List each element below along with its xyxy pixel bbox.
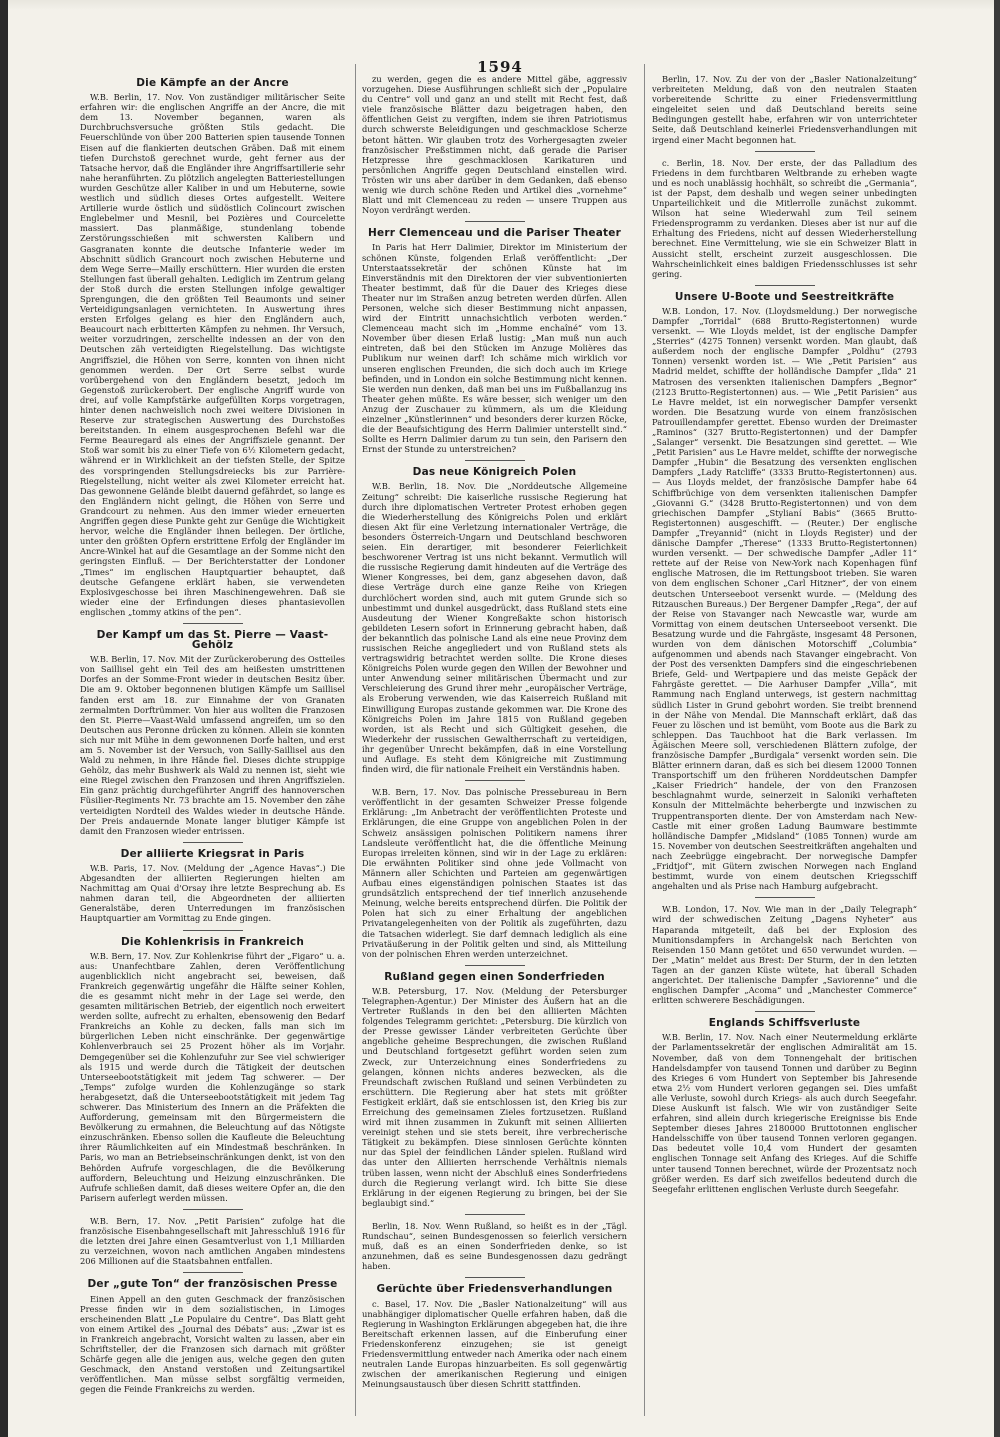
article-headline: Die Kohlenkrisis in Frankreich: [121, 935, 304, 948]
article-divider: [465, 1214, 525, 1215]
article-headline: Unsere U-Boote und Seestreitkräfte: [674, 290, 895, 303]
column-right: [652, 74, 917, 1414]
article-divider: [183, 1272, 243, 1273]
news-article: [80, 937, 345, 1203]
article-body: W.B. Petersburg, 17. Nov. (Meldung der Petersburger Telegraphen-Agentur.) Der Minister des Äußern hat an die Vertreter Rußlands in den bei den alliierten Mächten folgendes Telegramm gerichtet: „Petersburg. Die kürzlich von der Presse gewisser Länder verbreiteten Gerüchte über angebliche geheime Besprechungen, die zwischen Rußland und Deutschland fortgesetzt geführt worden seien zum Zweck, zur Unterzeichnung eines Sonderfriedens zu gelangen, können nichts anderes bezwecken, als die Freundschaft zwischen Rußland und seinen Verbündeten zu erschüttern. Die Regierung aber hat stets mit größter Festigkeit erklärt, daß sie entschlossen ist, den Krieg bis zur Erreichung des gemeinsamen Zieles fortzusetzen. Rußland wird mit ihnen zusammen in Zukunft mit seinen Alliierten vereinigt stehen und sie stets bereit, ihre verbrecherische Tätigkeit zu bekämpfen. Diese sinnlosen Gerüchte könnten nur das Spiel der feindlichen Länder spielen. Rußland wird das unter den Alliierten herrschende Verhältnis niemals trüben lassen, wenn nicht der Abschluß eines Sonderfriedens durch die Regierung verlangt wird. Ich bitte Sie diese Erklärung in der eigenen Regierung zu bringen, bei der Sie beglaubigt sind.“: [362, 985, 627, 1208]
article-body: In Paris hat Herr Dalimier, Direktor im Ministerium der schönen Künste, folgenden Erlaß veröffentlicht: „Der Unterstaatssekretär der schönen Künste hat im Einverständnis mit den Direktoren der vier subventionierten Theater bestimmt, daß für die Dauer des Krieges diese Theater nur im Straßen anzug betreten werden dürfen. Allen Personen, welche sich dieser Bestimmung nicht anpassen, wird der Eintritt unnachsichtlich verboten werden.“ Clemenceau macht sich im „Homme enchaîné“ vom 13. November über diesen Erlaß lustig: „Man muß nun auch eintreten, daß bei den Stücken im Anzuge Molières das Publikum nur weinen darf! Ich schäme mich wirklich vor unseren englischen Freunden, die sich doch auch im Kriege befinden, und in London ein solche Bestimmung nicht kennen. Sie werden nun denken, daß man bei uns im Fußballanzug ins Theater gehen müßte. Es wäre besser, sich weniger um den Anzug der Zuschauer zu kümmern, als um die Kleidung einzelner „Künstlerinnen“ und besonders derer kurzen Röcke, die der Beaufsichtigung des Herrn Dalimier unterstellt sind.“ Sollte es Herrn Dalimier darum zu tun sein, den Parisern den Ernst der Stunde zu unterstreichen?: [362, 242, 627, 455]
article-divider: [755, 897, 815, 898]
column-rule: [644, 64, 645, 1416]
news-article: [652, 1018, 917, 1194]
article-divider: [465, 460, 525, 461]
article-headline: Die Kämpfe an der Ancre: [136, 77, 289, 89]
article-headline: Der Kampf um das St. Pierre — Vaast-Gehölz: [96, 628, 329, 652]
news-article: [362, 1221, 627, 1271]
article-body: c. Berlin, 18. Nov. Der erste, der das Palladium des Friedens in dem furchtbaren Weltbrande zu erheben wagte und es noch unablässig hochhält, so schreibt die „Germania“, ist der Papst, dem deshalb und wegen seiner unbedingten Unparteilichkeit und die Mitlerrolle zunächst zukommt. Wilson hat seine Wiederwahl zum Teil seinem Friedensprogramm zu verdanken. Dieses aber ist nur auf die Erhaltung des Friedens, nicht auf dessen Wiederherstellung berechnet. Eine Vermittelung, wie sie ein Schweizer Blatt in Aussicht stellt, erscheint zurzeit ausgeschlossen. Die Wahrscheinlichkeit eines baldigen Friedensschlusses ist sehr gering.: [652, 157, 917, 279]
column-rule: [355, 64, 356, 1416]
news-article: [652, 292, 917, 892]
article-body: Einen Appell an den guten Geschmack der französischen Presse finden wir in dem sozialistischen, in Limoges erscheinenden Blatt „Le Populaire du Centre“. Das Blatt geht von einem Artikel des „Journal des Débats“ aus: „Zwar ist es in Frankreich angebracht, Vorsicht walten zu lassen, aber ein Schriftsteller, der die Franzosen sich darnach mit größter Schärfe gegen alle die jenigen aus, welche gegen den guten Geschmack, den Anstand verstoßen und Zeitungsartikel veröffentlichen. Man müsse selbst sorgfältig vermeiden, gegen die Feinde Frankreichs zu werden.: [80, 1293, 345, 1395]
page-left-edge: [0, 0, 8, 1437]
article-headline: Der „gute Ton“ der französischen Presse: [87, 1278, 338, 1291]
article-body: zu werden, gegen die es andere Mittel gäbe, aggressiv vorzugehen. Diese Ausführungen schließt sich der „Populaire du Centre“ voll und ganz an und stellt mit Recht fest, daß viele französische Blätter dazu beigetragen haben, den öffentlichen Geist zu vergiften, indem sie ihren Patriotismus durch schwerste Beleidigungen und geschmacklose Scherze betont hätten. Wir glauben trotz des Vorhergesagten zweier französischer Preßstimmen nicht, daß gerade die Pariser Hetzpresse ihre geschmacklosen Karikaturen und persönlichen Angriffe gegen Deutschland einstellen wird. Trösten wir uns aber darüber in dem Gedanken, daß ebenso wenig wie durch schöne Reden und Artikel dies „vornehme“ Blatt und mit Clemenceau zu reden — unsere Truppen aus Noyon verdrängt werden.: [362, 74, 627, 216]
article-headline: Das neue Königreich Polen: [412, 466, 577, 479]
article-body: Berlin, 17. Nov. Zu der von der „Basler Nationalzeitung“ verbreiteten Meldung, daß von den neutralen Staaten vorbereitende Schritte zu einer Friedensvermittlung eingeleitet seien und daß Deutschland bereits seine Bedingungen gestellt habe, erfahren wir von unterrichteter Seite, daß Deutschland keinerlei Friedensverhandlungen mit irgend einer Macht begonnen hat.: [652, 74, 917, 145]
article-body: W.B. Bern, 17. Nov. Das polnische Pressebureau in Bern veröffentlicht in der gesamten Schweizer Presse folgende Erklärung: „Im Anbetracht der veröffentlichten Proteste und Erklärungen, die eine Gruppe von angeblichen Polen in der Schweiz ansässigen polnischen Politikern namens ihrer Landsleute veröffentlicht hat, die die öffentliche Meinung Europas irreleiten können, sind wir in der Lage zu erklären: Die erwähnten Politiker sind ohne jede Vollmacht von Männern aller Schichten und Parteien am gegenwärtigen Aufbau eines eigenständigen polnischen Staates ist das grundsätzlich entsprechend der tief innerlich anzusehende Meinung, welche bereits entsprechend dürfen. Die Politik der Polen hat sich zu einer Erhaltung der angeblichen Privatangelegenheiten von der Politik als zugeführten, dazu die Tatsachen widerlegt. Sie darf demnach lediglich als eine Privatäußerung in der Politik gelten und sind, als Mitteilung von der polnischen Ehren werden unterzeichnet.: [362, 787, 627, 959]
article-body: W.B. Berlin, 17. Nov. Mit der Zurückeroberung des Ostteiles von Saillisel geht ein Teil des am heißesten umstrittenen Dorfes an der Somme-Front wieder in deutschen Besitz über. Die am 9. Oktober begonnenen blutigen Kämpfe um Saillisel fanden erst am 18. zur Einnahme der von Granaten zermalmten Dorftrümmer. Von hier aus wollten die Franzosen den St. Pierre—Vaast-Wald umfassend angreifen, um so den Deutschen aus Peronne drücken zu können. Allein sie konnten sich nur mit Mühe in dem gewonnenen Dorfe halten, und erst am 5. November ist der Versuch, von Sailly-Saillisel aus den Wald zu nehmen, in ihre Hände fiel. Dieses dichte struppige Gehölz, das mehr Bushwerk als Wald zu nennen ist, sieht wie eine Riegel zwischen den Franzosen und ihren Angriffszielen. Ein ganz prächtig durchgeführter Angriff des hannoverschen Füsilier-Regiments Nr. 73 brachte am 15. November den zähe verteidigten Nordteil des Waldes wieder in deutsche Hände. Der Preis andauernde Monate langer blutiger Kämpfe ist damit den Franzosen wieder entrissen.: [80, 654, 345, 836]
article-divider: [755, 285, 815, 286]
article-body: W.B. Berlin, 18. Nov. Die „Norddeutsche Allgemeine Zeitung“ schreibt: Die kaiserliche russische Regierung hat durch ihre diplomatischen Vertreter Protest erhoben gegen die Wiederherstellung des Königreichs Polen und erklärt diesen Akt für eine Verletzung internationaler Verträge, die besonders Österreich-Ungarn und Deutschland beschworen seien. Ein derartiger, mit besonderer Feierlichkeit beschworener Vertrag ist uns nicht bekannt. Vermutlich will die russische Regierung damit hindeuten auf die Verträge des Wiener Kongresses, bei dem, ganz abgesehen davon, daß diese Verträge durch eine ganze Reihe von Kriegen durchlöchert worden sind, auch mit gutem Grunde sich so unbestimmt und dunkel ausgedrückt, dass Rußland stets eine Ausdeutung der Wiener Kongreßakte schon historisch gebildeten Lesern sofort in Erinnerung gebracht haben, daß der bekanntlich das polnische Land als eine neue Provinz dem russischen Reiche angegliedert und von Rußland stets als vertragswidrig betrachtet werden sollte. Die Krone dieses Königreichs Polen wurde gegen den Willen der Bewohner und unter Anwendung seiner militärischen Übermacht und zur Verschleierung des Grund ihrer mehr „europäischer Verträge, als Eroberung verwenden, wie das Kaiserreich Rußland mit Einwilligung Europas zustande gekommen war. Die Krone des Königreichs Polen im Jahre 1815 von Rußland gegeben worden, ist als Recht und sich Gültigkeit gesehen, die Wiederkehr der russischen Gewaltherrschaft zu verteidigen, ihr gegenüber Unrecht bekämpfen, daß in eine Vorstellung und Auflage. Es steht dem Königreiche mit Zustimmung finden wird, die für nationale Freiheit ein Verständnis haben.: [362, 481, 627, 775]
news-article: [362, 74, 627, 215]
news-article: [652, 74, 917, 145]
article-divider: [465, 221, 525, 222]
article-headline: Rußland gegen einen Sonderfrieden: [384, 970, 605, 983]
page-number: 1594: [477, 58, 523, 76]
article-body: W.B. London, 17. Nov. (Lloydsmeldung.) Der norwegische Dampfer „Torridal“ (688 Brutto-Registertonnen) wurde versenkt. — Wie Lloyds meldet, ist der englische Dampfer „Sterries“ (4275 Tonnen) versenkt worden. Man glaubt, daß außerdem noch der englische Dampfer „Poldhu“ (2793 Tonnen) versenkt worden ist. — Wie „Petit Parisien“ aus Madrid meldet, schiffte der holländische Dampfer „Ilda“ 21 Matrosen des versenkten italienischen Dampfers „Begnor“ (2123 Brutto-Registertonnen) aus. — Wie „Petit Parisien“ aus Le Havre meldet, ist ein norwegischer Dampfer versenkt worden. Die Besatzung wurde von einem französischen Patrouillendampfer gerettet. Ebenso wurden der Dreimaster „Raminos“ (327 Brutto-Registertonnen) und der Dampfer „Salanger“ versenkt. Die Besatzungen sind gerettet. — Wie „Petit Parisien“ aus Le Havre meldet, schiffte der norwegische Dampfer „Hubin“ die Besatzung des versenkten englischen Dampfers „Lady Ratcliffe“ (3333 Brutto-Registertonnen) aus. — Aus Lloyds meldet, der französische Dampfer habe 64 Schiffbrüchige von dem versenkten italienischen Dampfer „Giovanni G.“ (3428 Brutto-Registertonnen) und von dem griechischen Dampfer „Stylianí Babis“ (3665 Brutto-Registertonnen) ausgeschifft. — (Reuter.) Der englische Dampfer „Treyannid“ (nicht in Lloyds Register) und der dänische Dampfer „Therese“ (1333 Brutto-Registertonnen) wurden versenkt. — Der schwedische Dampfer „Adler 11“ rettete auf der Reise von New-York nach Kopenhagen fünf englische Matrosen, die im Rettungsboot trieben. Sie waren von dem englischen Schoner „Carl Hitzner“, der von einem deutschen Unterseeboot versenkt wurde. — (Meldung des Ritzauschen Bureaus.) Der Bergener Dampfer „Rega“, der auf der Reise von Stavanger nach Newcastle war, wurde am Vormittag von einem deutschen Unterseeboot versenkt. Die Besatzung wurde und die Fahrgäste, insgesamt 48 Personen, wurden von dem dänischen Motorschiff „Columbia“ aufgenommen und abends nach Stavanger eingebracht. Von der Post des versenkten Dampfers sind die eingeschriebenen Briefe, Geld- und Wertpapiere und das meiste Gepäck der Fahrgäste gerettet. — Die Aarhuser Dampfer „Villa“, mit Rammung nach England unterwegs, ist gestern nachmittag südlich Lister in Grund gebohrt worden. Sie treibt brennend in der Nähe von Mendal. Die Mannschaft erklärt, daß das Feuer zu löschen und ist bemüht, vom Boote aus die Bark zu schleppen. Das Tauchboot hat die Bark verlassen. Im Ägäischen Meere soll, verschiedenen Blättern zufolge, der französische Dampfer „Burdigala“ versenkt worden sein. Die Blätter erinnern daran, daß es sich bei diesem 12000 Tonnen Transportschiff um den früheren Norddeutschen Dampfer „Kaiser Friedrich“ handele, der von den Franzosen beschlagnahmt wurde, seinerzeit in Saloniki verhafteten Konsuln der Mittelmächte beherbergte und inzwischen zu Truppentransporten diente. Der von Amsterdam nach New-Castle mit einer großen Ladung Baumware bestimmte holländische Dampfer „Midsland“ (1085 Tonnen) wurde am 15. November von deutschen Seestreitkräften angehalten und nach Zeebrügge eingebracht. Der norwegische Dampfer „Fridtjof“, mit Gütern zwischen Norwegen nach England bestimmt, wurde von einem deutschen Kriegsschiff angehalten und als Prise nach Hamburg aufgebracht.: [652, 305, 917, 892]
news-article: [362, 467, 627, 774]
article-body: W.B. London, 17. Nov. Wie man in der „Daily Telegraph“ wird der schwedischen Zeitung „Dagens Nyheter“ aus Haparanda mitgeteilt, daß bei der Explosion des Munitionsdampfers in Archangelsk nach Berichten von Reisenden 150 Mann getötet und 650 verwundet wurden. — Der „Matin“ meldet aus Brest: Der Sturm, der in den letzten Tagen an der ganzen Küste wütete, hat überall Schaden angerichtet. Der italienische Dampfer „Saviorenne“ und die englischen Dampfer „Acoma“ und „Manchester Commerce“ erlitten schwerere Beschädigungen.: [652, 904, 917, 1006]
article-divider: [183, 1209, 243, 1210]
article-divider: [465, 965, 525, 966]
article-body: W.B. Bern, 17. Nov. „Petit Parisien“ zufolge hat die französische Eisenbahngesellschaft mit Jahresschluß 1916 für die letzten drei Jahre einen Gesamtverlust von 1,1 Milliarden zu verzeichnen, wovon nach amtlichen Angaben mindestens 206 Millionen auf die Staatsbahnen entfallen.: [80, 1215, 345, 1267]
news-article: [362, 972, 627, 1208]
news-article: [80, 1279, 345, 1394]
article-divider: [183, 842, 243, 843]
article-body: W.B. Paris, 17. Nov. (Meldung der „Agence Havas“.) Die Abgesandten der alliierten Regierungen hielten am Nachmittag am Quai d'Orsay ihre letzte Besprechung ab. Es nahmen daran teil, die Abgeordneten der alliierten Generalstäbe, deren Unterredungen im französischen Hauptquartier am Vormittag zu Ende gingen.: [80, 862, 345, 924]
article-headline: Der alliierte Kriegsrat in Paris: [120, 847, 305, 860]
article-divider: [465, 780, 525, 781]
news-article: [652, 904, 917, 1005]
column-left: [80, 74, 345, 1414]
news-article: [80, 78, 345, 617]
article-body: W.B. Berlin, 17. Nov. Nach einer Neutermeldung erklärte der Parlamentssekretär der englischen Admiralität am 15. November, daß von dem Tonnengehalt der britischen Handelsdampfer von tausend Tonnen und darüber zu Beginn des Krieges 6 vom Hundert von September bis Jahresende etwa 2½ vom Hundert verloren gegangen sei. Dies umfaßt alle Verluste, sowohl durch Kriegs- als auch durch Seegefahr. Diese Auskunft ist falsch. Wie wir von zuständiger Seite erfahren, sind allein durch kriegerische Ereignisse bis Ende September dieses Jahres 2180000 Bruttotonnen englischer Handelsschiffe von über tausend Tonnen verloren gegangen. Das bedeutet volle 10,4 vom Hundert der gesamten englischen Tonnage seit Anfang des Krieges. Auf die Schiffe unter tausend Tonnen berechnet, würde der Prozentsatz noch größer werden. Es darf sich zweifellos bedeutend durch die Seegefahr erlittenen englischen Verluste durch Seegefahr.: [652, 1032, 917, 1194]
news-article: [80, 1216, 345, 1266]
news-article: [362, 228, 627, 454]
article-divider: [183, 930, 243, 931]
news-article: [80, 849, 345, 924]
article-body: W.B. Berlin, 17. Nov. Von zuständiger militärischer Seite erfahren wir: die englischen Angriffe an der Ancre, die mit dem 13. November begannen, waren als Durchbruchsversuche größten Stils gedacht. Die Feuerschlünde von über 200 Batterien spien tausende Tonnen Eisen auf die flankierten deutschen Gräben. Daß mit einem tiefen Durchstoß gerechnet wurde, geht ferner aus der Tatsache hervor, daß die Engländer ihre Angriffsartillerie sehr nahe heranführten. Zu plötzlich angelegten Batteriestellungen wurden Geschütze aller Kaliber in und um Hebuterne, sowie westlich und südlich dieses Ortes aufgestellt. Weitere Artillerie wurde östlich und südöstlich Colincourt zwischen Englebelmer und Mesnil, bei Pozières und Courcelette massiert. Das planmäßige, stundenlang tobende Zerstörungsschießen mit schwersten Kalibern und Gasgranaten konnte die deutsche Infanterie weder im Abschnitt südlich Grancourt noch zwischen Hebuterne und dem Wege Serre—Mailly erschüttern. Hier wurden die ersten Stellungen fast überall gehalten. Lediglich im Zentrum gelang der Stoß durch die ersten Stellungen infolge gewaltiger Sprengungen, die den größten Teil Beaumonts und seiner Verteidigungsanlagen vernichteten. In Auswertung ihres ersten Erfolges gelang es hier den Engländern auch, Beaucourt nach erbitterten Kämpfen zu nehmen. Ihr Versuch, weiter vorzudringen, zerschellte indessen an der von den Deutschen zäh verteidigten Riegelstellung. Das wichtigste Angriffsziel, die Höhen von Serre, konnten von ihnen nicht genommen werden. Der Ort Serre selbst wurde vorübergehend von den Engländern besetzt, jedoch im Gegenstoß zurückerobert. Der englische Angriff wurde von drei, auf volle Kampfstärke aufgefüllten Korps vorgetragen, hinter denen nachweislich noch zwei weitere Divisionen in Reserve zur strategischen Auswertung des Durchstoßes bereitstanden. In einem ausgesprochenen Befehl war die Ferme Beauregard als eines der Angriffsziele genannt. Der Stoß war somit bis zu einer Tiefe von 6½ Kilometern gedacht, während er in Wirklichkeit an der tiefsten Stelle, der Spitze des vorspringenden Stellungsdreiecks bis zur Parrière-Riegelstellung, nicht weiter als zwei Kilometer erreicht hat. Das gewonnene Gelände bleibt dauernd gefährdet, so lange es den Engländern nicht gelingt, die Höhen von Serre und Grandcourt zu nehmen. Aus den immer wieder erneuerten Angriffen gegen diese Punkte geht zur Genüge die Wichtigkeit hervor, welche die Engländer ihnen beilegen. Der örtliche, unter den größten Opfern erstrittene Erfolg der Engländer im Ancre-Winkel hat auf die Gesamtlage an der Somme nicht den geringsten Einfluß. — Der Berichterstatter der Londoner „Times“ im englischen Hauptquartier behauptet, daß deutsche Gefangene erklärt haben, sie verwendeten Explosivgeschosse bei ihren Maschinengewehren. Daß sie wieder eine der Erfindungen dieses phantasievollen englischen „tommy atkins of the pen“.: [80, 92, 345, 617]
article-body: W.B. Bern, 17. Nov. Zur Kohlenkrise führt der „Figaro“ u. a. aus: Unanfechtbare Zahlen, deren Veröffentlichung augenblicklich nicht angebracht sei, beweisen, daß Frankreich gegenwärtig ungefähr die Hälfte seiner Kohlen, die es gesammt nicht mehr in der Lage sei werde, den gesamten militärischen Betrieb, der eigentlich noch erweitert werden sollte, aufrecht zu erhalten, ebensowenig den Bedarf Frankreichs an Kohle zu decken, falls man sich im bürgerlichen Leben nicht einschränke. Der gegenwärtige Kohlenverbrauch sei 25 Prozent höher als im Vorjahr. Demgegenüber sei die Kohlenzufuhr zur See viel schwieriger als 1915 und werde durch die Tätigkeit der deutschen Unterseebootstätigkeit mit jedem Tag schwerer. — Der „Temps“ zufolge wurden die Kohlenzugänge so stark herabgesetzt, daß die Unterseebootstätigkeit mit jedem Tag schwerer. Das Ministerium des Innern an die Präfekten die Aufforderung, gemeinsam mit den Bürgermeistern die Bevölkerung zu ermahnen, die Beleuchtung auf das Nötigste einzuschränken. Ebenso sollen die Kaufleute die Beleuchtung ihrer Räumlichkeiten auf ein Mindestmaß beschränken. In Paris, wo man an Betriebseinschränkungen denkt, ist von den Behörden Aufrufe vorgeschlagen, die die Bevölkerung auffordern, Beleuchtung und Heizung einzuschränken. Die Aufrufe schließen damit, daß dieses weitere Opfer an, die den Parisern auferlegt werden müssen.: [80, 950, 345, 1203]
article-divider: [183, 623, 243, 624]
article-headline: Gerüchte über Friedensverhandlungen: [376, 1283, 613, 1296]
article-body: c. Basel, 17. Nov. Die „Basler Nationalzeitung“ will aus unabhängiger diplomatischer Quelle erfahren haben, daß die Regierung in Washington Erklärungen abgegeben hat, die ihre Bereitschaft erkennen lassen, auf die Einberufung einer Friedenskonferenz einzugehen; sie ist geneigt Friedensvermittlung entweder nach Amerika oder nach einem neutralen Lande Europas hinzuarbeiten. Es soll gegenwärtig zwischen der amerikanischen Regierung und einigen Meinungsaustausch über diesen Schritt stattfinden.: [362, 1298, 627, 1390]
article-divider: [755, 151, 815, 152]
news-article: [362, 1284, 627, 1389]
article-body: Berlin, 18. Nov. Wenn Rußland, so heißt es in der „Tägl. Rundschau“, seinen Bundesgenossen so feierlich versichern muß, daß es an einen Sonderfrieden denke, so ist anzunehmen, daß es seine Bundesgenossen dazu gedrängt haben.: [362, 1220, 627, 1272]
article-headline: Herr Clemenceau und die Pariser Theater: [368, 227, 621, 240]
article-headline: Englands Schiffsverluste: [708, 1017, 861, 1030]
news-article: [652, 158, 917, 279]
news-article: [80, 630, 345, 836]
column-middle: [362, 74, 627, 1414]
page-right-edge: [994, 0, 1000, 1437]
page-top-edge: [0, 0, 1000, 10]
article-divider: [465, 1277, 525, 1278]
news-article: [362, 787, 627, 959]
article-divider: [755, 1011, 815, 1012]
